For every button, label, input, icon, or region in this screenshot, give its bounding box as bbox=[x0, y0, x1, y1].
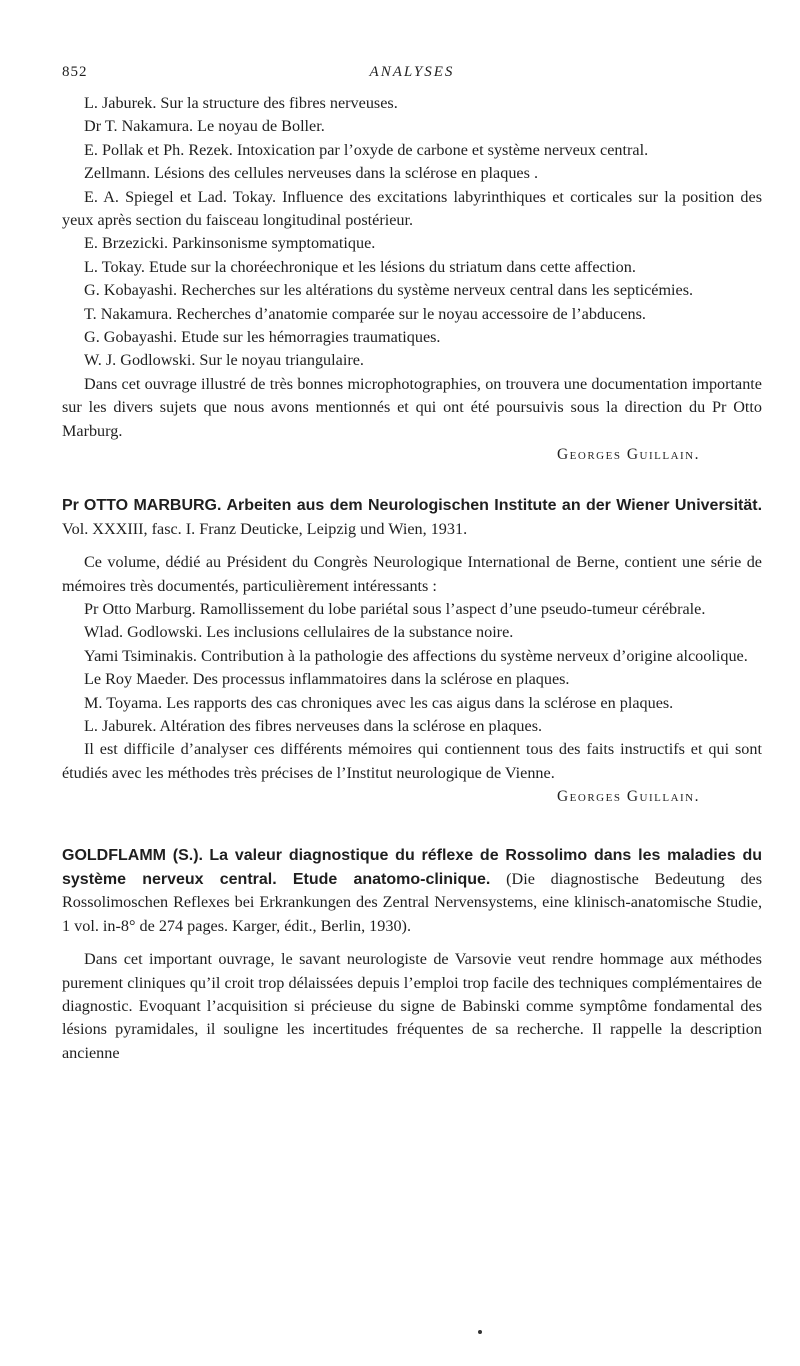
publication-info: (Die diagnostische Bedeutung des Rossolimoschen Reflexes bei Erkrankungen des Zentral Nervensystems, eine klinisch-anatomische Studie, 1 vol. in-8° de 274 pages. Karger, édit., Berlin, 1930). bbox=[62, 869, 762, 935]
publication-info: Vol. XXXIII, fasc. I. Franz Deuticke, Leipzig und Wien, 1931. bbox=[62, 519, 468, 538]
ink-speck bbox=[478, 1330, 482, 1334]
review-goldflamm bbox=[62, 844, 762, 1065]
contents-entry: Pr Otto Marburg. Ramollissement du lobe pariétal sous l’aspect d’une pseudo-tumeur cérébrale. bbox=[84, 599, 706, 618]
contents-entry: Le Roy Maeder. Des processus inflammatoires dans la sclérose en plaques. bbox=[84, 670, 570, 689]
document-page bbox=[62, 64, 762, 1354]
contents-entry: L. Tokay. Etude sur la choréechronique et les lésions du striatum dans cette affection. bbox=[84, 257, 636, 276]
contents-entry: L. Jaburek. Altération des fibres nerveuses dans la sclérose en plaques. bbox=[84, 716, 543, 735]
contents-entry: Wlad. Godlowski. Les inclusions cellulaires de la substance noire. bbox=[84, 623, 514, 642]
review-paragraph: Il est difficile d’analyser ces différents mémoires qui contiennent tous des faits instructifs et qui sont étudiés avec les méthodes très précises de l’Institut neurologique de Vienne. bbox=[62, 740, 762, 782]
contents-entry: E. Brzezicki. Parkinsonisme symptomatique. bbox=[84, 234, 376, 253]
contents-entry: L. Jaburek. Sur la structure des fibres nerveuses. bbox=[84, 94, 398, 112]
reviewer-signature: Georges Guillain. bbox=[556, 788, 700, 806]
author-name: OTTO MARBURG. bbox=[83, 497, 222, 515]
contents-entry: G. Gobayashi. Etude sur les hémorragies traumatiques. bbox=[84, 328, 441, 347]
running-head bbox=[62, 64, 762, 92]
contents-entry: M. Toyama. Les rapports des cas chroniques avec les cas aigus dans la sclérose en plaques. bbox=[84, 693, 674, 712]
contents-entry: T. Nakamura. Recherches d’anatomie comparée sur le noyau accessoire de l’abducens. bbox=[84, 304, 646, 323]
contents-entry: W. J. Godlowski. Sur le noyau triangulaire. bbox=[84, 351, 364, 370]
work-title: Arbeiten aus dem Neurologischen Institute an der Wiener Universität. bbox=[226, 497, 762, 515]
contents-entry: Yami Tsiminakis. Contribution à la pathologie des affections du système nerveux d’origine alcoolique. bbox=[84, 646, 748, 665]
contents-entry: Zellmann. Lésions des cellules nerveuses dans la sclérose en plaques . bbox=[84, 164, 539, 183]
contents-entry: Dr T. Nakamura. Le noyau de Boller. bbox=[84, 117, 325, 136]
review-heading bbox=[62, 494, 762, 541]
work-title: La valeur diagnostique du réflexe de Rossolimo dans les maladies du système nerveux central. Etude anatomo-clinique. bbox=[62, 847, 762, 888]
author-name: GOLDFLAMM (S.). bbox=[62, 847, 203, 865]
review-paragraph: Dans cet important ouvrage, le savant neurologiste de Varsovie veut rendre hommage aux méthodes purement cliniques qu’il croit trop délaissées depuis l’emploi trop facile des techniques complémentaires de diagnostic. Evoquant l’acquisition si précieuse du signe de Babinski comme symptôme fondamental des lésions pyramidales, il souligne les incertitudes fréquentes de sa recherche. Il rappelle la description ancienne bbox=[62, 950, 762, 1062]
running-title: ANALYSES bbox=[369, 64, 455, 80]
contents-entry: E. Pollak et Ph. Rezek. Intoxication par l’oxyde de carbone et système nerveux central. bbox=[84, 140, 649, 159]
review-heading bbox=[62, 844, 762, 938]
page-number: 852 bbox=[62, 64, 88, 80]
contents-entry: G. Kobayashi. Recherches sur les altérations du système nerveux central dans les septicémies. bbox=[84, 281, 694, 300]
contents-entry: E. A. Spiegel et Lad. Tokay. Influence des excitations labyrinthiques et corticales sur la position des yeux après section du faisceau longitudinal postérieur. bbox=[62, 187, 762, 230]
reviewer-signature: Georges Guillain. bbox=[556, 446, 700, 464]
review-marburg-contents-continued bbox=[62, 92, 762, 466]
review-paragraph: Ce volume, dédié au Président du Congrès Neurologique International de Berne, contient une série de mémoires très documentés, particulièrement intéressants : bbox=[62, 553, 762, 595]
author-prefix: Pr bbox=[62, 497, 79, 515]
review-paragraph: Dans cet ouvrage illustré de très bonnes microphotographies, on trouvera une documentation importante sur les divers sujets que nous avons mentionnés et qui ont été poursuivis sous la direction du Pr Otto Marburg. bbox=[62, 374, 762, 440]
review-marburg-vol-33 bbox=[62, 494, 762, 808]
